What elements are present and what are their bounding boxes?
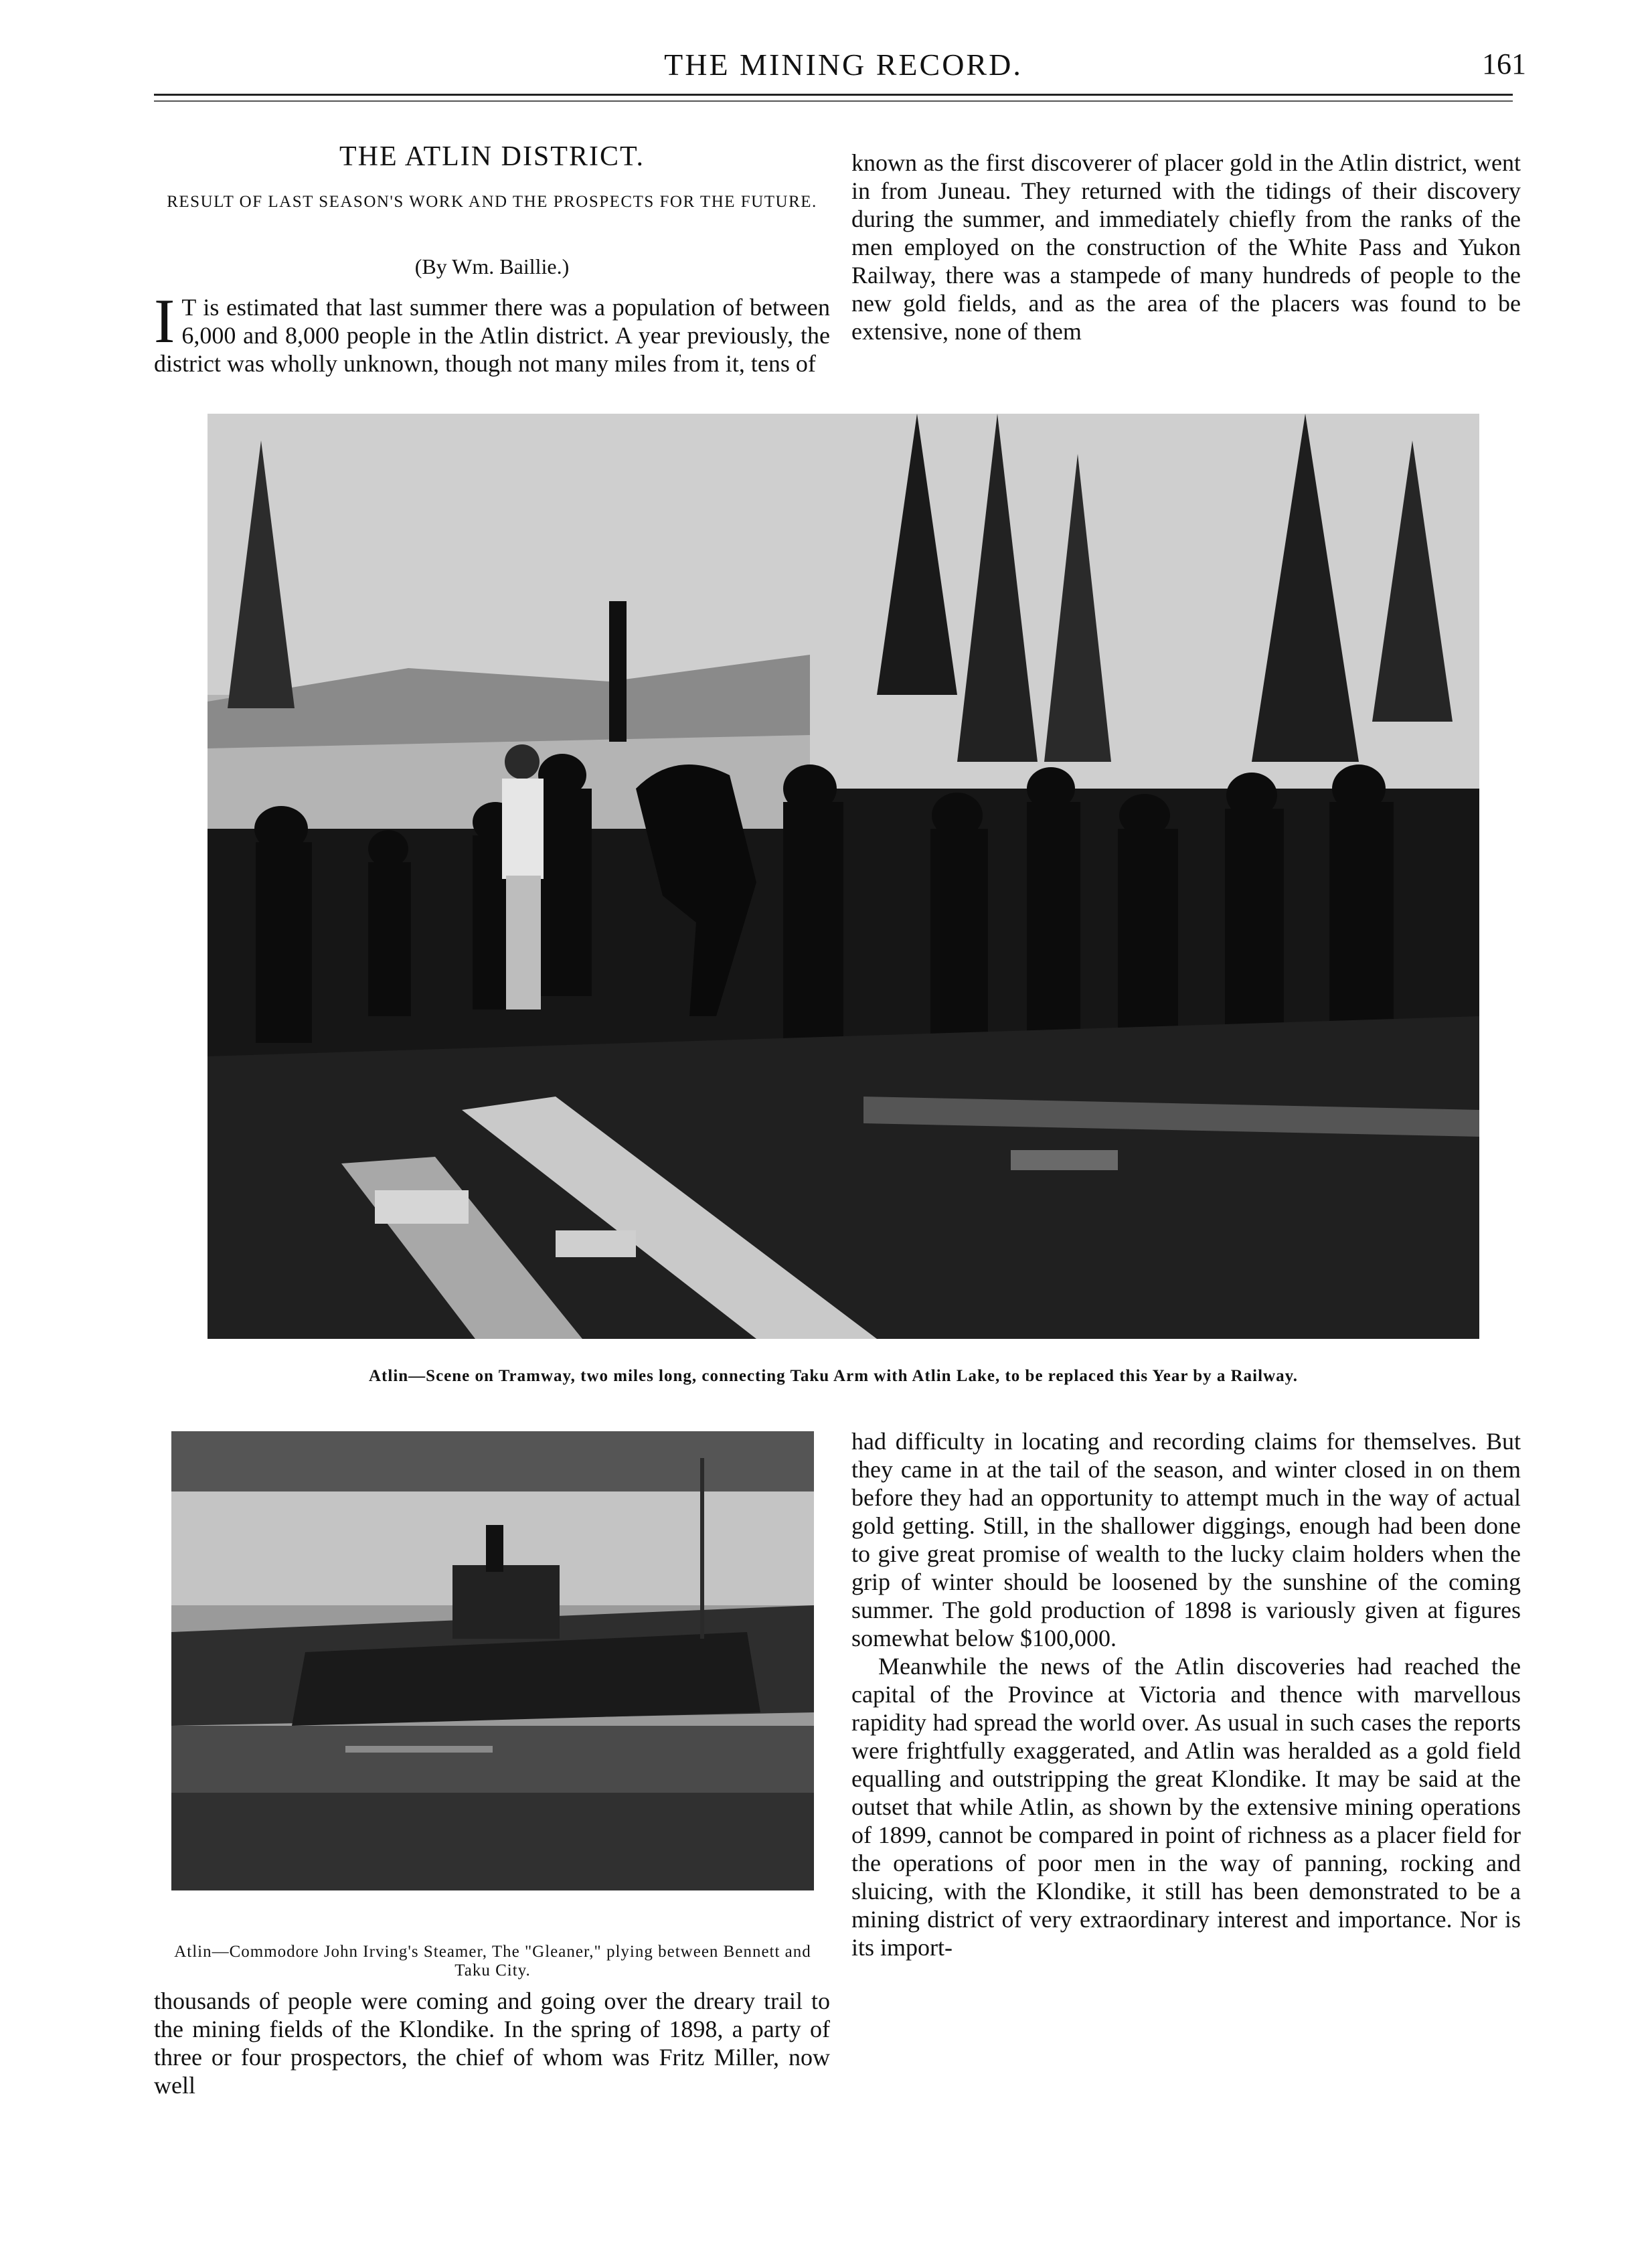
intro-text: T is estimated that last summer there was a population of between 6,000 and 8,000 people in the Atlin district. A year previously, the district was wholly unknown, though not many miles from it, tens of bbox=[154, 294, 830, 377]
article-byline: (By Wm. Baillie.) bbox=[414, 254, 570, 278]
page-number: 161 bbox=[1482, 48, 1526, 80]
tramway-photograph bbox=[208, 414, 1479, 1339]
paragraph: Meanwhile the news of the Atlin discoveries had reached the capital of the Province at Victoria and thence with marvellous rapidity had spread the world over. As usual in such cases the reports were frightfully exaggerated, and Atlin was heralded as a gold field equalling and outstripping the great Klondike. It may be said at the outset that while Atlin, as shown by the extensive mining operations of 1899, cannot be compared in point of richness as a placer field for the operations of poor men in the way of panning, rocking and sluicing, with the Klondike, it still has been demonstrated to be a mining district of very extraordinary interest and importance. Nor is its import- bbox=[851, 1653, 1521, 1961]
header-rule bbox=[154, 94, 1513, 96]
steamer-scene-illustration bbox=[171, 1431, 814, 1890]
tramway-photo-caption: Atlin—Scene on Tramway, two miles long, connecting Taku Arm with Atlin Lake, to be replaced this Year by a Railway. bbox=[369, 1367, 1298, 1385]
article-title: THE ATLIN DISTRICT. bbox=[339, 141, 645, 172]
article-subtitle: RESULT OF LAST SEASON'S WORK AND THE PROSPECTS FOR THE FUTURE. bbox=[167, 193, 817, 211]
tramway-scene-illustration bbox=[208, 414, 1479, 1339]
steamer-photo-caption: Atlin—Commodore John Irving's Steamer, The "Gleaner," plying between Bennett and Taku City. bbox=[174, 1943, 811, 1980]
steamer-photograph bbox=[171, 1431, 814, 1890]
paragraph: had difficulty in locating and recording claims for themselves. But they came in at the tail of the season, and winter closed in on them before they had an opportunity to attempt much in the way of actual gold getting. Still, in the shallower diggings, enough had been done to give great promise of wealth to the lucky claim holders when the grip of winter should be loosened by the sunshine of the coming summer. The gold production of 1898 is variously given at figures somewhat below $100,000. bbox=[851, 1428, 1521, 1651]
drop-cap: I bbox=[154, 287, 175, 356]
intro-paragraph bbox=[154, 287, 830, 378]
running-head: THE MINING RECORD. bbox=[664, 48, 1023, 82]
right-column-top-text: known as the first discoverer of placer gold in the Atlin district, went in from Juneau. They returned with the tidings of their discovery during the summer, and immediately chiefly from the ranks of the men employed on the construction of the White Pass and Yukon Railway, there was a stampede of many hundreds of people to the new gold fields, and as the area of the placers was found to be extensive, none of them bbox=[851, 149, 1521, 345]
left-column-continuation: thousands of people were coming and going over the dreary trail to the mining fields of the Klondike. In the spring of 1898, a party of three or four prospectors, the chief of whom was Fritz Miller, now well bbox=[154, 1988, 830, 2099]
right-column-bottom-text bbox=[851, 1427, 1521, 1961]
header-rule-thin bbox=[154, 100, 1513, 102]
